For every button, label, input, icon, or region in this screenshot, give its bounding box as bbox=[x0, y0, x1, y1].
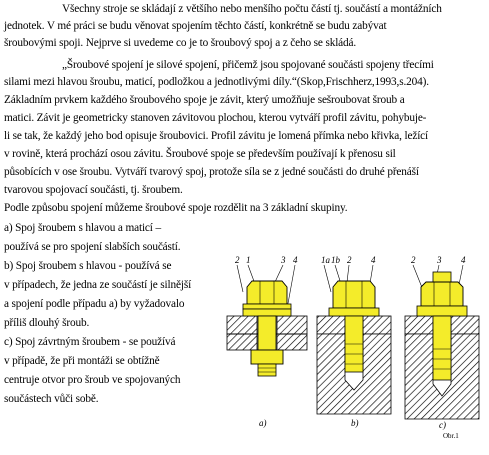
callout-a-2: 2 bbox=[235, 255, 240, 265]
paragraph-4-line-1: Podle způsobu spojení můžeme šroubové spoje rozdělit na 3 základní skupiny. bbox=[4, 202, 348, 214]
figure-label-b: b) bbox=[351, 418, 359, 428]
paragraph-1-line-2: jednotek. V mé práci se budu věnovat spojením těchto částí, konkrétně se budu zabývat bbox=[4, 20, 387, 32]
list-line: v případech, že jedna ze součástí je silnější bbox=[4, 279, 192, 291]
figure-b-bolt bbox=[317, 255, 391, 414]
list-line: v případě, že při montáži se obtížně bbox=[4, 355, 160, 367]
list-line: součástech vůči sobě. bbox=[4, 393, 99, 405]
paragraph-3-line-2: matici. Závit je geometricky stanoven závitovou plochou, kterou vytváří profil závitu, pohybuje- bbox=[4, 112, 427, 124]
paragraph-3-line-1: Základním prvkem každého šroubového spoje je závit, který umožňuje sešroubovat šroub a bbox=[4, 94, 405, 106]
paragraph-3-line-5: působících v ose šroubu. Vytváří tvarový spoj, protože síla se z jedné součásti do druhé přenáší bbox=[4, 166, 419, 178]
callout-c-4: 4 bbox=[461, 255, 466, 265]
list-line: b) Spoj šroubem s hlavou - používá se bbox=[4, 260, 172, 272]
quote-line-1: „Šroubové spojení je silové spojení, přičemž jsou spojované součásti spojeny třecími bbox=[62, 59, 434, 71]
callout-a-1: 1 bbox=[246, 255, 251, 265]
figure-caption: Obr.1 bbox=[443, 432, 459, 440]
figure-label-c: c) bbox=[439, 420, 446, 430]
paragraph-1-line-3: šroubovými spoji. Nejprve si uvedeme co je to šroubový spoj a z čeho se skládá. bbox=[4, 37, 357, 49]
list-line: c) Spoj závrtným šroubem - se používá bbox=[4, 336, 176, 348]
callout-b-2: 2 bbox=[347, 255, 352, 265]
figure-label-a: a) bbox=[259, 418, 267, 428]
callout-c-3: 3 bbox=[437, 255, 442, 265]
paragraph-1-line-1: Všechny stroje se skládají z většího nebo menšího počtu částí tj. součástí a montážních bbox=[62, 3, 442, 15]
paragraph-3-line-4: v rovině, která prochází osou závitu. Šroubové spoje se především používají k přenosu sil bbox=[4, 148, 396, 160]
list-line: a spojení podle případu a) by vyžadovalo bbox=[4, 298, 185, 310]
paragraph-3-line-6: tvarovou spojovací součásti, tj. šroubem. bbox=[4, 184, 183, 196]
figure-c-stud bbox=[405, 255, 479, 419]
list-line: a) Spoj šroubem s hlavou a maticí – bbox=[4, 222, 161, 234]
callout-b-4: 4 bbox=[371, 255, 376, 265]
callout-a-4: 4 bbox=[293, 255, 298, 265]
list-line: příliš dlouhý šroub. bbox=[4, 317, 90, 329]
figure-a-bolt-nut bbox=[227, 255, 307, 376]
callout-b-1b: 1b bbox=[331, 255, 340, 265]
quote-line-2: silami mezi hlavou šroubu, maticí, podložkou a jednotlivými díly.“(Skop,Frischherz,1993,s.204). bbox=[4, 76, 429, 88]
callout-b-1a: 1a bbox=[321, 255, 330, 265]
paragraph-3-line-3: li se tak, že každý jeho bod opisuje šroubovici. Profil závitu je lomená přímka nebo křivka, ležící bbox=[4, 130, 429, 142]
list-line: používá se pro spojení slabších součástí. bbox=[4, 241, 181, 253]
bolt-joint-figure bbox=[225, 254, 487, 452]
callout-c-2: 2 bbox=[411, 255, 416, 265]
callout-a-3: 3 bbox=[281, 255, 286, 265]
list-line: centruje otvor pro šroub ve spojovaných bbox=[4, 374, 181, 386]
